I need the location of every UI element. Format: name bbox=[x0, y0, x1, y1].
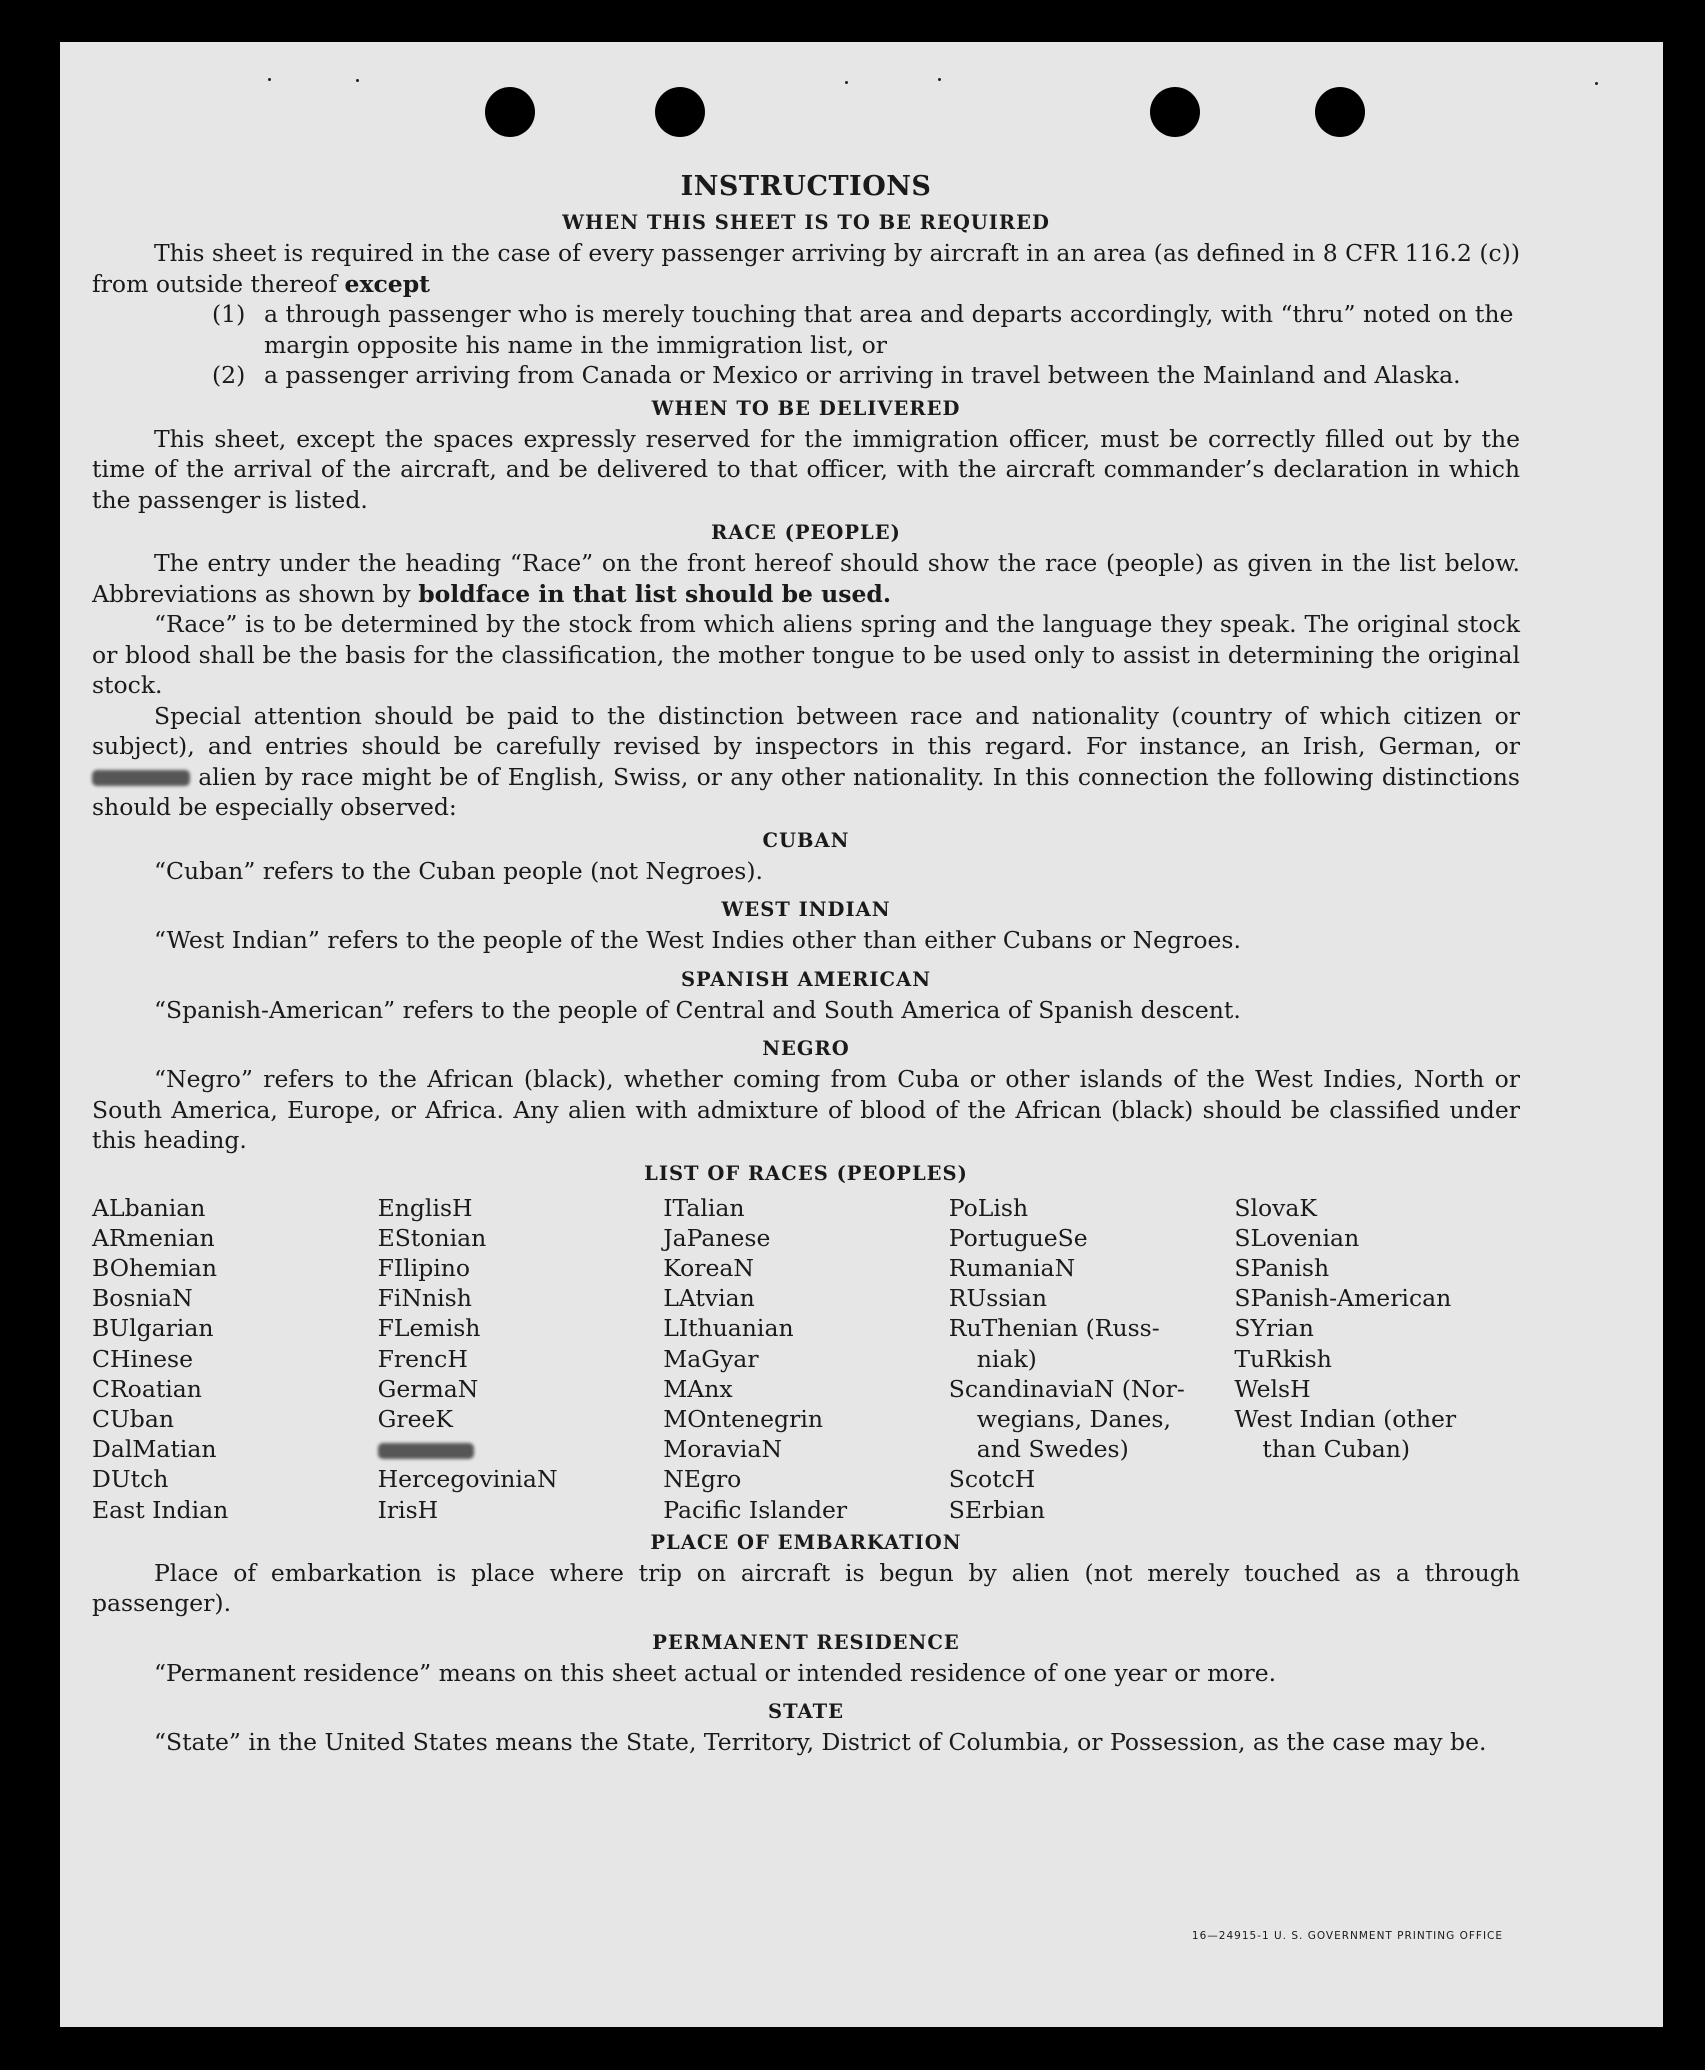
section-heading-embarkation: PLACE OF EMBARKATION bbox=[650, 1530, 962, 1554]
races-column bbox=[92, 1193, 378, 1525]
section-heading-races-list: LIST OF RACES (PEOPLES) bbox=[644, 1161, 968, 1185]
document-sheet bbox=[60, 42, 1663, 2027]
race-entry: HercegoviniaN bbox=[377, 1465, 558, 1494]
section-heading-negro: NEGRO bbox=[762, 1037, 850, 1060]
speck bbox=[938, 78, 941, 81]
race-entry: Pacific Islander bbox=[663, 1495, 848, 1524]
paragraph-spanish-american: “Spanish-American” refers to the people of Central and South America of Spanish descent. bbox=[154, 995, 1241, 1024]
race-entry: EStonian bbox=[377, 1223, 487, 1252]
redacted-word bbox=[92, 770, 190, 786]
race-entry-continued: niak) bbox=[976, 1344, 1037, 1373]
races-table bbox=[92, 1193, 1520, 1525]
race-entry: ITalian bbox=[663, 1193, 745, 1222]
race-entry: JaPanese bbox=[663, 1223, 771, 1252]
race-entry: RumaniaN bbox=[948, 1253, 1076, 1282]
list-item: (1) a through passenger who is merely touching that area and departs accordingly, with “thru” noted on the margin opposite his name in the immigration list, or bbox=[212, 300, 1514, 359]
paragraph-negro: “Negro” refers to the African (black), whether coming from Cuba or other islands of the West Indies, North or South America, Europe, or Africa. Any alien with admixture of blood of the African (black) should be classified under this heading. bbox=[92, 1065, 1520, 1154]
race-entry: FIlipino bbox=[377, 1253, 471, 1282]
race-entry: SYrian bbox=[1234, 1314, 1314, 1343]
race-entry: LAtvian bbox=[663, 1284, 755, 1313]
punch-hole bbox=[1315, 87, 1365, 137]
race-entry: ALbanian bbox=[92, 1193, 206, 1222]
race-entry: West Indian (other bbox=[1234, 1404, 1457, 1433]
race-entry-continued: and Swedes) bbox=[976, 1435, 1129, 1464]
race-entry: CUban bbox=[92, 1404, 174, 1433]
instructions-content bbox=[92, 169, 1520, 1758]
race-entry: TuRkish bbox=[1234, 1344, 1332, 1373]
race-entry: FiNnish bbox=[377, 1284, 472, 1313]
speck bbox=[268, 78, 271, 81]
race-entry: ScandinaviaN (Nor- bbox=[948, 1374, 1185, 1403]
races-column bbox=[663, 1193, 949, 1525]
race-entry: East Indian bbox=[92, 1495, 229, 1524]
race-entry: MOntenegrin bbox=[663, 1404, 823, 1433]
race-entry: BUlgarian bbox=[92, 1314, 214, 1343]
punch-hole bbox=[655, 87, 705, 137]
race-entry: BOhemian bbox=[92, 1253, 217, 1282]
paragraph-cuban: “Cuban” refers to the Cuban people (not Negroes). bbox=[154, 856, 764, 885]
races-column bbox=[949, 1193, 1235, 1525]
page-title: INSTRUCTIONS bbox=[680, 171, 932, 202]
speck bbox=[845, 81, 848, 84]
race-entry: MAnx bbox=[663, 1374, 733, 1403]
paragraph-race-1: The entry under the heading “Race” on the front hereof should show the race (people) as given in the list below. Abbreviations as shown by boldface in that list should be used. bbox=[92, 549, 1520, 608]
list-item: (2) a passenger arriving from Canada or Mexico or arriving in travel between the Mainland and Alaska. bbox=[212, 361, 1461, 389]
race-entry: PoLish bbox=[948, 1193, 1029, 1222]
section-heading-spanish-american: SPANISH AMERICAN bbox=[680, 967, 932, 991]
race-entry: FrencH bbox=[377, 1344, 468, 1373]
speck bbox=[356, 79, 359, 82]
race-entry: ScotcH bbox=[948, 1465, 1036, 1494]
race-entry: SlovaK bbox=[1234, 1193, 1317, 1222]
race-entry: CHinese bbox=[92, 1344, 193, 1373]
races-column bbox=[378, 1193, 664, 1525]
paragraph-embarkation: Place of embarkation is place where trip on aircraft is begun by alien (not merely touched as a through passenger). bbox=[92, 1558, 1520, 1618]
race-entry: IrisH bbox=[377, 1495, 439, 1524]
section-heading-cuban: CUBAN bbox=[762, 828, 850, 852]
paragraph-race-3: Special attention should be paid to the distinction between race and nationality (country of which citizen or subject), and entries should be carefully revised by inspectors in this regard. For instance, an Irish, German, or alien by race might be of English, Swiss, or any other nationality. In this connection the following distinctions should be especially observed: bbox=[92, 701, 1520, 821]
section-heading-race: RACE (PEOPLE) bbox=[711, 521, 901, 544]
punch-hole bbox=[1150, 87, 1200, 137]
race-entry: KoreaN bbox=[663, 1253, 754, 1282]
punch-hole bbox=[485, 87, 535, 137]
race-entry: SPanish bbox=[1234, 1253, 1330, 1282]
race-entry: BosniaN bbox=[92, 1284, 193, 1313]
race-entry: MaGyar bbox=[663, 1344, 759, 1373]
race-entry: RuThenian (Russ- bbox=[948, 1314, 1160, 1343]
section-heading-delivered: WHEN TO BE DELIVERED bbox=[651, 396, 961, 420]
paragraph-state: “State” in the United States means the State, Territory, District of Columbia, or Possession, as the case may be. bbox=[154, 1728, 1487, 1757]
section-heading-required: WHEN THIS SHEET IS TO BE REQUIRED bbox=[562, 211, 1050, 234]
paragraph-residence: “Permanent residence” means on this sheet actual or intended residence of one year or more. bbox=[154, 1658, 1277, 1687]
race-entry: NEgro bbox=[663, 1465, 742, 1494]
paragraph-race-2: “Race” is to be determined by the stock from which aliens spring and the language they speak. The original stock or blood shall be the basis for the classification, the mother tongue to be used only to assist in determining the original stock. bbox=[92, 610, 1520, 699]
race-entry: CRoatian bbox=[92, 1374, 202, 1403]
race-entry: ARmenian bbox=[92, 1223, 215, 1252]
race-entry: FLemish bbox=[377, 1314, 481, 1343]
race-entry: GreeK bbox=[377, 1404, 453, 1433]
printer-footer: 16—24915-1 U. S. GOVERNMENT PRINTING OFFICE bbox=[1191, 1930, 1503, 1942]
race-entry: MoraviaN bbox=[663, 1435, 783, 1464]
race-entry: DUtch bbox=[92, 1465, 169, 1494]
race-entry-continued: than Cuban) bbox=[1262, 1435, 1411, 1464]
section-heading-state: STATE bbox=[768, 1700, 844, 1724]
race-entry: GermaN bbox=[377, 1374, 479, 1403]
race-entry: RUssian bbox=[948, 1284, 1048, 1313]
race-entry: SLovenian bbox=[1234, 1223, 1360, 1252]
race-entry: LIthuanian bbox=[663, 1314, 794, 1343]
paragraph-required: This sheet is required in the case of every passenger arriving by aircraft in an area (as defined in 8 CFR 116.2 (c)) from outside thereof except bbox=[92, 239, 1520, 298]
race-entry-continued: wegians, Danes, bbox=[976, 1404, 1171, 1433]
redacted-entry bbox=[378, 1434, 664, 1464]
section-heading-west-indian: WEST INDIAN bbox=[721, 898, 891, 921]
section-heading-residence: PERMANENT RESIDENCE bbox=[652, 1630, 960, 1654]
race-entry: SErbian bbox=[948, 1495, 1045, 1524]
speck bbox=[1595, 82, 1598, 85]
paragraph-west-indian: “West Indian” refers to the people of the West Indies other than either Cubans or Negroes. bbox=[154, 926, 1241, 954]
race-entry: PortugueSe bbox=[948, 1223, 1088, 1252]
race-entry: SPanish-American bbox=[1234, 1284, 1452, 1313]
races-column bbox=[1234, 1193, 1520, 1525]
race-entry: WelsH bbox=[1234, 1374, 1311, 1403]
race-entry: DalMatian bbox=[92, 1435, 217, 1464]
race-entry: EnglisH bbox=[377, 1193, 473, 1222]
paragraph-delivered: This sheet, except the spaces expressly reserved for the immigration officer, must be correctly filled out by the time of the arrival of the aircraft, and be delivered to that officer, with the aircraft commander’s declaration in which the passenger is listed. bbox=[92, 424, 1520, 514]
